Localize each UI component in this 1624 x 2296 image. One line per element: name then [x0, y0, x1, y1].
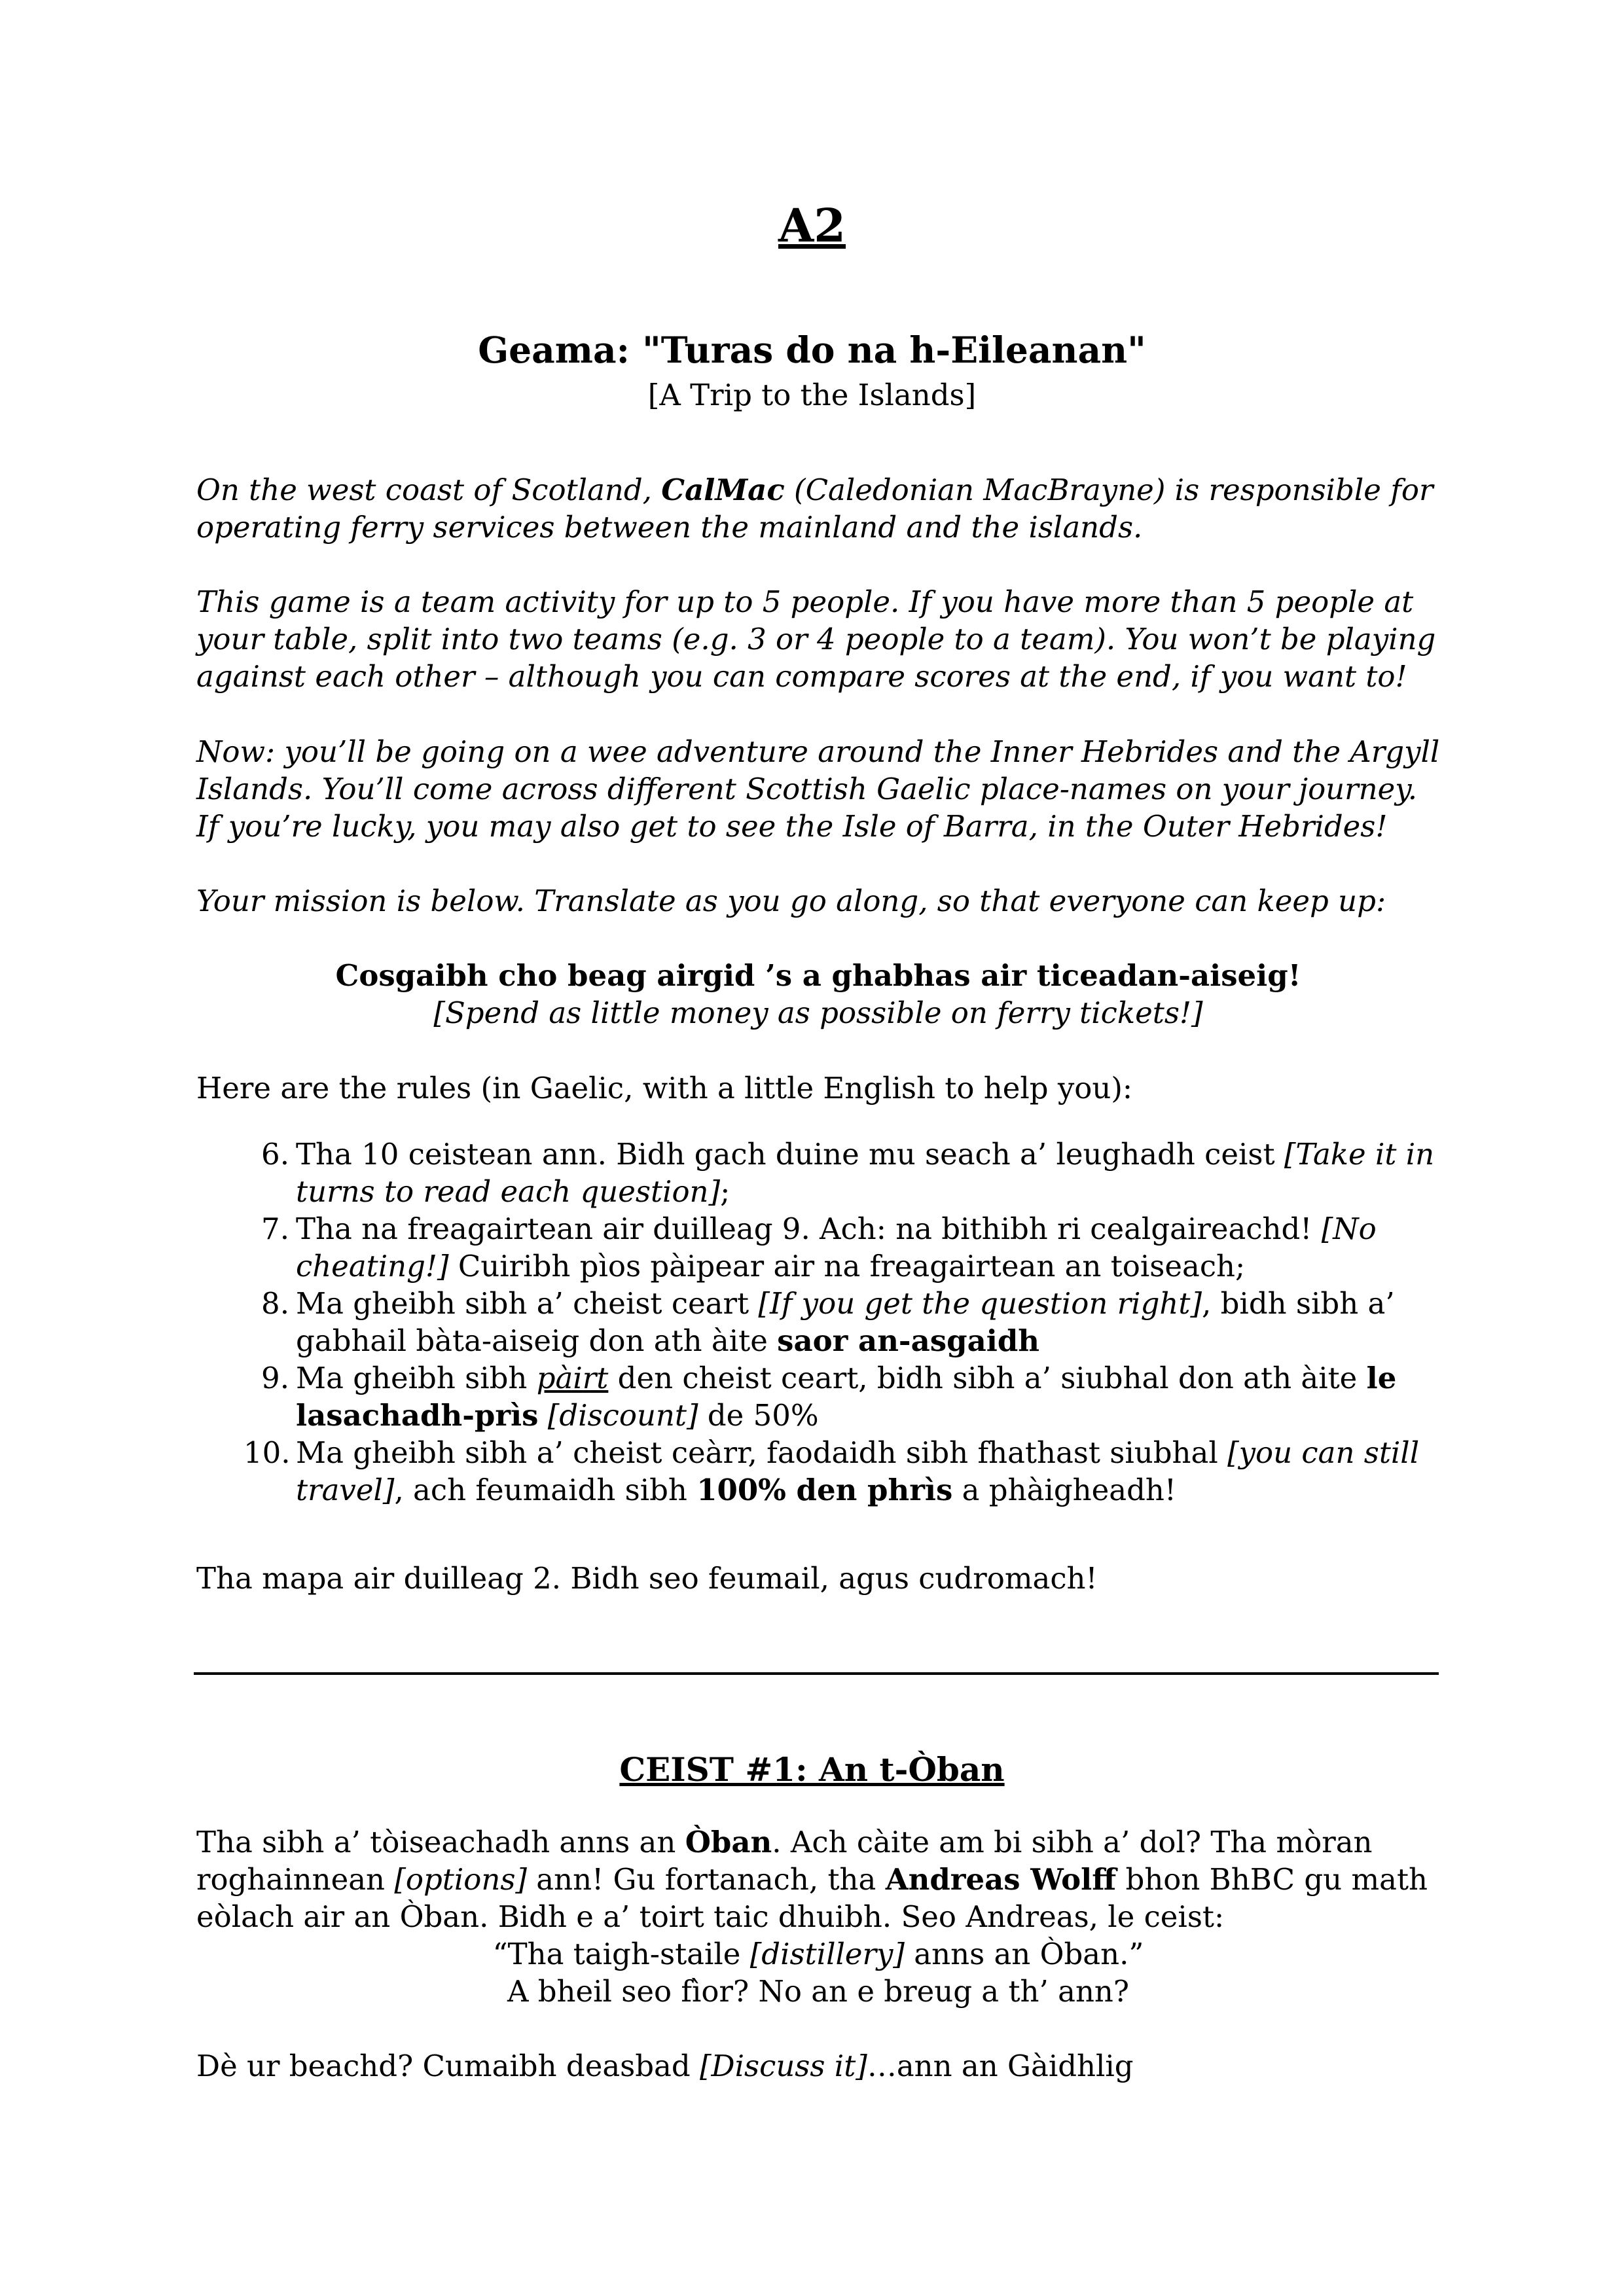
- rule-text-italic: [you can still travel]: [296, 1435, 1420, 1507]
- question-text: bhon BhBC gu math eòlach air an Òban. Bidh e a’ toirt taic dhuibh. Seo Andreas, le ceist:: [196, 1862, 1428, 1934]
- question-1-quote: [196, 1935, 1440, 1973]
- game-title: Geama: "Turas do na h-Eileanan": [478, 329, 1146, 371]
- quote-text: “Tha taigh-staile: [492, 1937, 750, 1971]
- intro-text: (Caledonian MacBrayne) is responsible for operating ferry services between the mainland and the islands.: [196, 473, 1434, 545]
- oban-bold: Òban: [685, 1825, 772, 1859]
- rule-text-italic-underline: pàirt: [536, 1361, 609, 1395]
- question-text: . Ach càite am bi sibh a’ dol? Tha mòran roghainnean: [196, 1825, 1373, 1897]
- rule-text: Cuiribh pìos pàipear air na freagairtean an toiseach;: [448, 1249, 1246, 1283]
- rule-number: 7 .: [244, 1210, 289, 1247]
- rule-text-bold: 100% den phrìs: [696, 1473, 953, 1507]
- discuss-italic: [Discuss it]: [700, 2049, 867, 2083]
- question-text: Tha sibh a’ tòiseachadh anns an: [196, 1825, 685, 1859]
- discuss-text: …ann an Gàidhlig: [867, 2049, 1134, 2083]
- distillery-italic: [distillery]: [749, 1937, 905, 1971]
- andreas-wolff-bold: Andreas Wolff: [885, 1862, 1117, 1897]
- rule-text: Ma gheibh sibh a’ cheist ceàrr, faodaidh sibh fhathast siubhal: [296, 1435, 1228, 1470]
- rule-text: Ma gheibh sibh: [296, 1361, 537, 1395]
- rule-text: de 50%: [698, 1398, 819, 1433]
- intro-paragraph-calmac: [196, 471, 1440, 546]
- intro-text: On the west coast of Scotland,: [196, 473, 662, 507]
- rule-item: [196, 1359, 1440, 1434]
- calmac-bold: CalMac: [661, 473, 785, 507]
- mission-english: [Spend as little money as possible on ferry tickets!]: [433, 996, 1203, 1030]
- level-heading: A2: [778, 198, 846, 253]
- rules-list: [196, 1136, 1440, 1509]
- discuss-text: Dè ur beachd? Cumaibh deasbad: [196, 2049, 700, 2083]
- game-subtitle: [A Trip to the Islands]: [647, 378, 977, 412]
- rule-text-italic: [If you get the question right]: [758, 1286, 1202, 1321]
- rule-text-italic: [Take it in turns to read each question]: [296, 1137, 1435, 1209]
- quote-text: anns an Òban.”: [904, 1937, 1144, 1971]
- rule-number: 10 .: [244, 1434, 289, 1471]
- discuss-line: [196, 2047, 1440, 2085]
- rule-text: , bidh sibh a’ gabhail bàta-aiseig don ath àite: [296, 1286, 1395, 1358]
- rule-text: Ma gheibh sibh a’ cheist ceart: [296, 1286, 759, 1321]
- intro-paragraph-adventure: Now: you’ll be going on a wee adventure around the Inner Hebrides and the Argyll Islands. You’ll come across different Scottish Gaelic place-names on your journey. If you’re lucky, you may also get to see the Isle of Barra, in the Outer Hebrides!: [196, 734, 1440, 844]
- rule-text: [538, 1398, 547, 1433]
- rule-item: [196, 1285, 1440, 1359]
- rule-item: [196, 1136, 1440, 1210]
- question-text: ann! Gu fortanach, tha: [526, 1862, 886, 1897]
- rule-text: Tha na freagairtean air duilleag 9. Ach: na bithibh ri cealgaireachd!: [296, 1211, 1322, 1246]
- rule-text: ;: [720, 1174, 731, 1209]
- rule-text-italic: [discount]: [547, 1398, 698, 1433]
- rule-text: a phàigheadh!: [952, 1473, 1176, 1507]
- rule-number: 8 .: [244, 1285, 289, 1322]
- question-1-heading: CEIST #1: An t-Òban: [619, 1750, 1005, 1789]
- rule-text: , ach feumaidh sibh: [394, 1473, 697, 1507]
- rule-text: Tha 10 ceistean ann. Bidh gach duine mu seach a’ leughadh ceist: [296, 1137, 1284, 1172]
- rule-number: 9 .: [244, 1359, 289, 1397]
- rules-intro: Here are the rules (in Gaelic, with a little English to help you):: [196, 1071, 1133, 1105]
- rule-text: den cheist ceart, bidh sibh a’ siubhal don ath àite: [608, 1361, 1367, 1395]
- question-1-prompt: A bheil seo fìor? No an e breug a th’ ann?: [507, 1974, 1130, 2009]
- rule-number: 6 .: [244, 1136, 289, 1173]
- question-1-paragraph: [196, 1823, 1440, 1935]
- section-divider: [194, 1672, 1439, 1675]
- intro-paragraph-team: This game is a team activity for up to 5 people. If you have more than 5 people at your table, split into two teams (e.g. 3 or 4 people to a team). You won’t be playing against each other – although you can compare scores at the end, if you want to!: [196, 584, 1436, 694]
- rule-text-bold: le lasachadh-prìs: [296, 1361, 1397, 1433]
- rule-item: [196, 1434, 1440, 1509]
- intro-paragraph-mission: Your mission is below. Translate as you go along, so that everyone can keep up:: [196, 884, 1386, 918]
- rule-text-bold: saor an-asgaidh: [777, 1323, 1039, 1358]
- options-italic: [options]: [394, 1862, 527, 1897]
- map-note: Tha mapa air duilleag 2. Bidh seo feumail, agus cudromach!: [196, 1561, 1098, 1596]
- rule-item: [196, 1210, 1440, 1285]
- mission-gaelic: Cosgaibh cho beag airgid ’s a ghabhas air ticeadan-aiseig!: [335, 958, 1301, 993]
- rule-text-italic: [No cheating!]: [296, 1211, 1377, 1283]
